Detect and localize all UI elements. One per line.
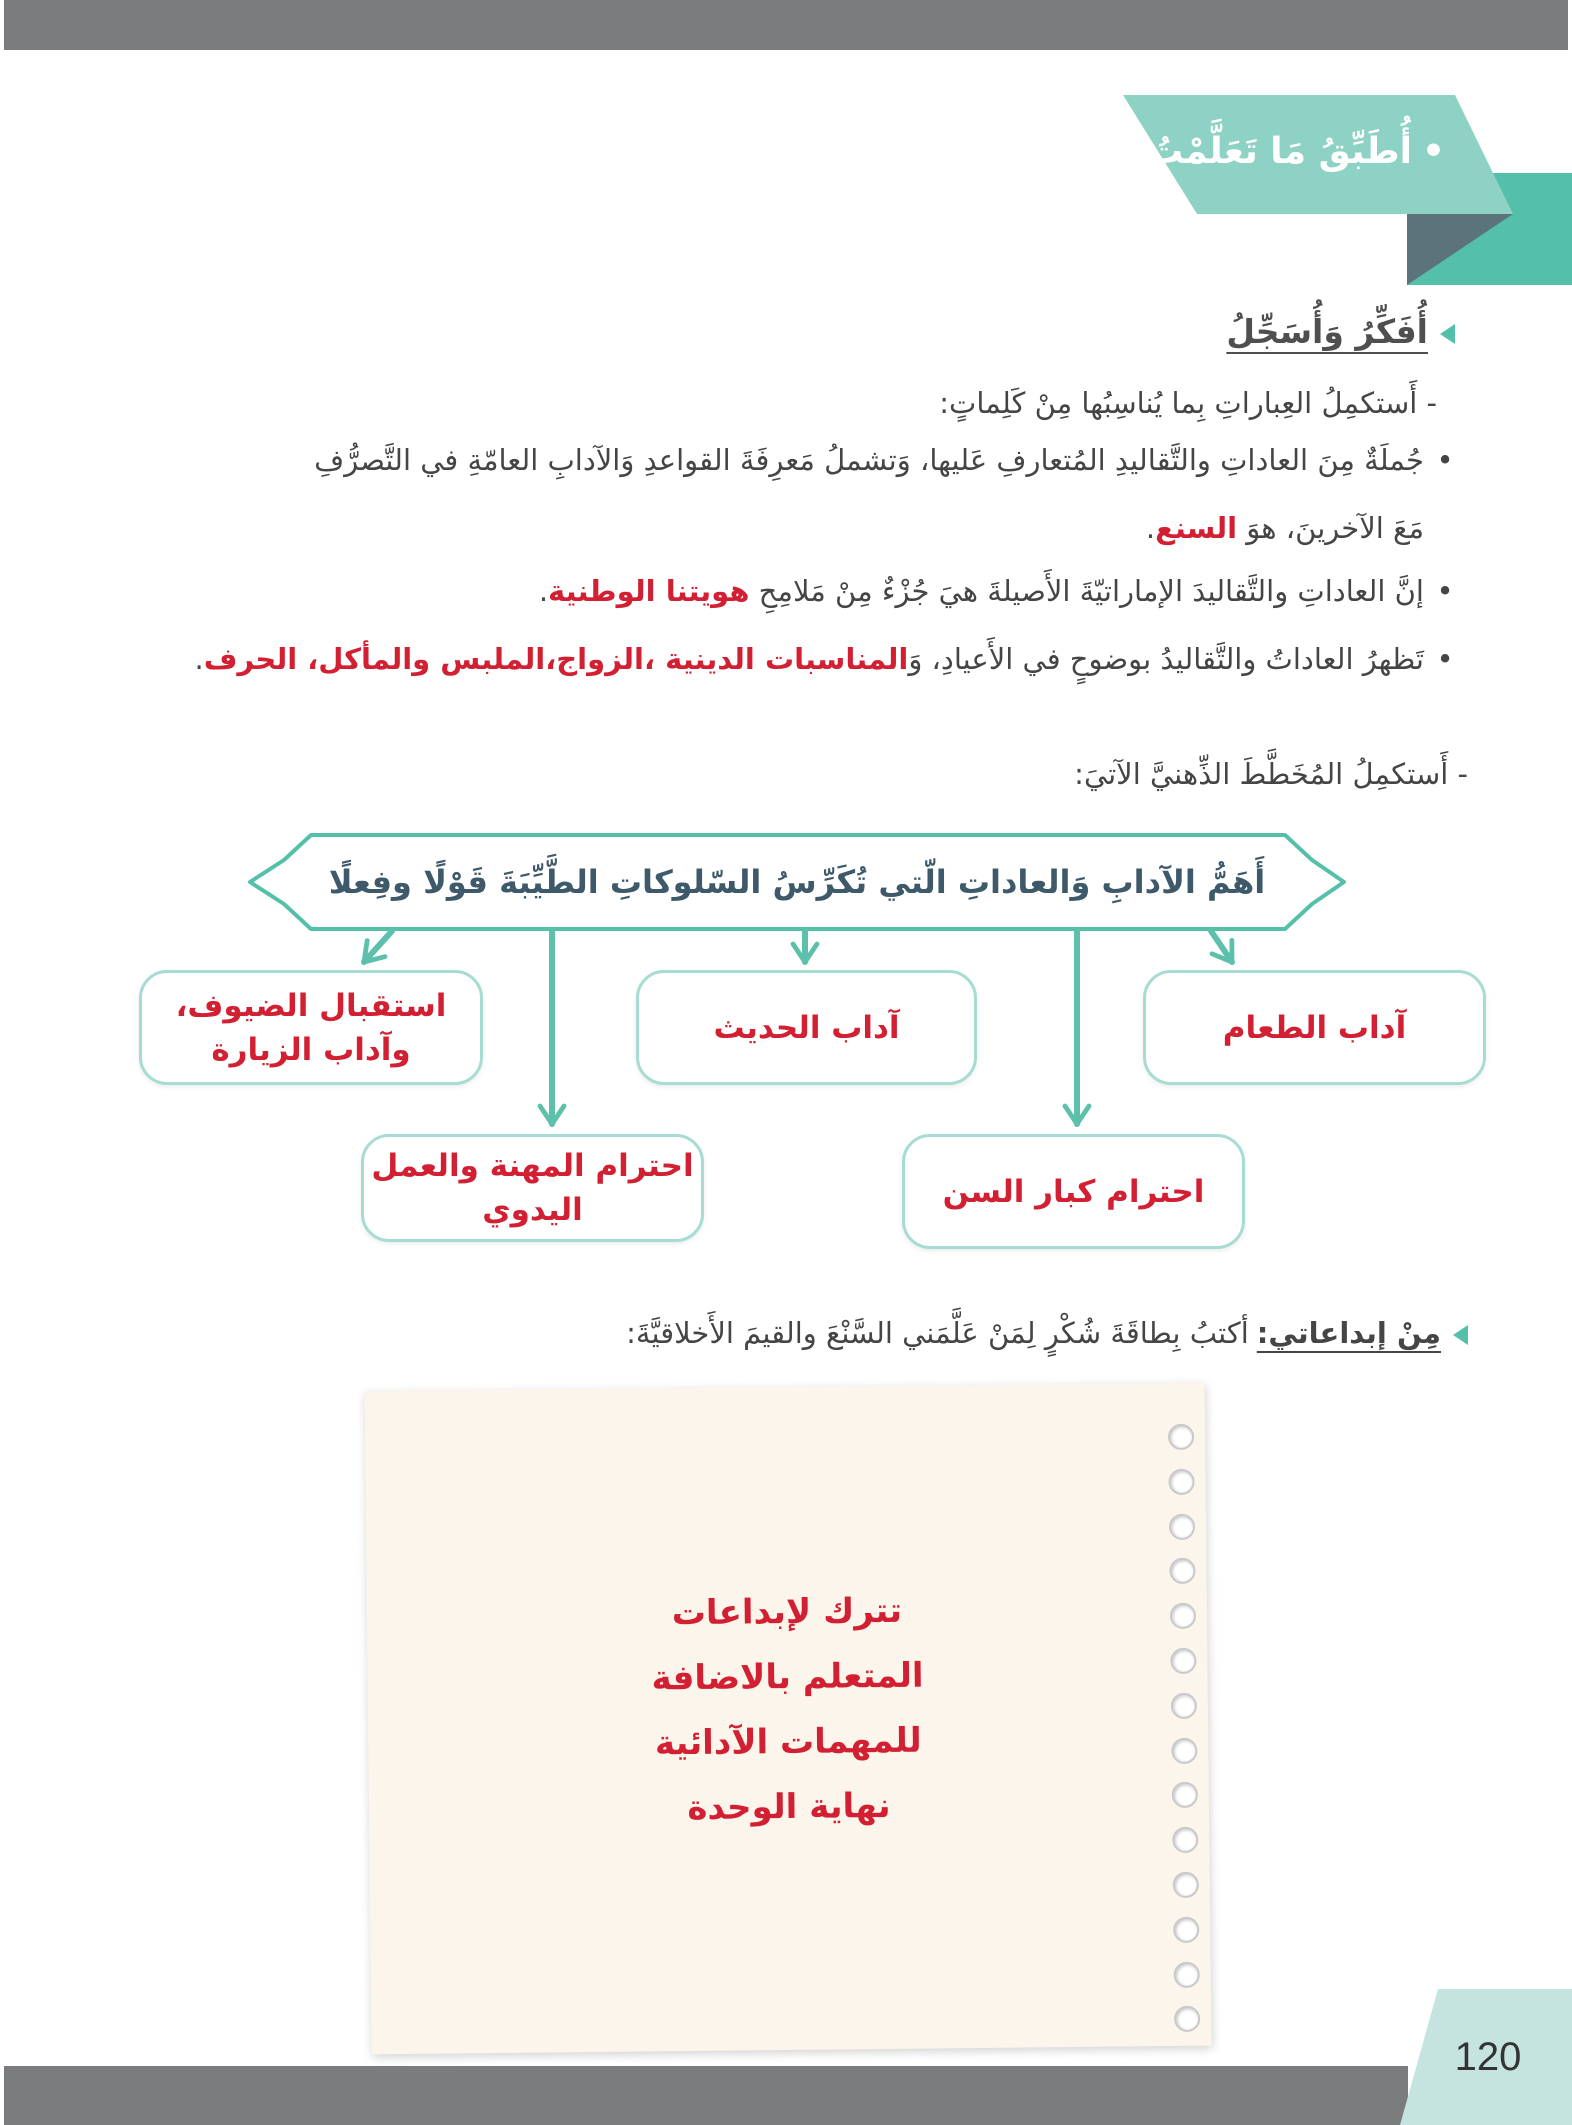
answer-text: المناسبات الدينية ،الزواج،الملبس والمأكل، الحرف	[203, 642, 909, 676]
banner-bullet: •	[1421, 131, 1445, 172]
mind-map-node-respect-profession	[361, 1134, 704, 1242]
exercise1-instruction: - أَستكمِلُ العِباراتِ بِما يُناسِبُها مِنْ كَلِماتٍ:	[939, 386, 1437, 420]
binder-hole	[1174, 1961, 1200, 1987]
note-line: للمهمات الآدائية	[654, 1720, 922, 1764]
list-bullet: •	[1436, 443, 1454, 477]
creative-label: مِنْ إبداعاتي:	[1256, 1316, 1441, 1350]
node-label: آداب الطعام	[1222, 1009, 1407, 1046]
mind-map-node-food-etiquette	[1143, 970, 1486, 1085]
binder-hole	[1168, 1469, 1194, 1495]
top-gray-bar	[4, 0, 1568, 50]
item-suffix: .	[194, 642, 204, 676]
item-text: مَعَ الآخرينَ، هوَ	[1237, 511, 1424, 545]
node-label: احترام كبار السن	[942, 1173, 1205, 1210]
exercise1-item-3	[100, 633, 1460, 685]
section-heading-text: أُفَكِّرُ وَأُسَجِّلُ	[1226, 312, 1428, 351]
mind-map-node-respect-elders	[902, 1134, 1245, 1249]
exercise2-instruction: - أَستكمِلُ المُخَطَّطَ الذِّهنيَّ الآتيَ:	[1074, 757, 1468, 791]
binder-hole	[1173, 1917, 1199, 1943]
list-bullet: •	[1436, 642, 1454, 676]
creative-text: أكتبُ بِطاقَةَ شُكْرٍ لِمَنْ عَلَّمَني السَّنْعَ والقيمَ الأَخلاقيَّةَ:	[626, 1316, 1249, 1350]
exercise1-item-1	[100, 434, 1460, 486]
binder-hole	[1174, 2006, 1200, 2032]
list-bullet: •	[1436, 574, 1454, 608]
note-line: المتعلم بالاضافة	[651, 1655, 924, 1699]
item-suffix: .	[538, 574, 549, 608]
node-label: استقبال الضيوف،	[175, 987, 447, 1024]
item-text: إنَّ العاداتِ والتَّقاليدَ الإماراتيّةَ الأَصيلةَ هيَ جُزْءٌ مِنْ مَلامِحِ	[749, 574, 1424, 608]
arrow-to-hosting-guests	[364, 931, 392, 962]
thank-you-note-card	[365, 1383, 1212, 2055]
lesson-banner-title	[1147, 126, 1445, 178]
note-line: نهاية الوحدة	[687, 1785, 891, 1829]
answer-text: هويتنا الوطنية	[548, 574, 750, 608]
mind-map-node-speech-etiquette	[636, 970, 977, 1085]
creative-triangle-icon	[1453, 1325, 1468, 1345]
binder-hole	[1168, 1424, 1194, 1450]
binder-hole	[1173, 1872, 1199, 1898]
item-text: جُملَةٌ مِنَ العاداتِ والتَّقاليدِ المُتعارفِ عَليها، وَتشملُ مَعرِفَةَ القواعدِ وَالآدابِ العامّةِ في التَّصرُّفِ	[314, 443, 1424, 477]
node-label: اليدوي	[482, 1192, 583, 1228]
exercise1-item-1-continuation	[100, 502, 1460, 554]
node-label: آداب الحديث	[713, 1009, 900, 1046]
page-number: 120	[1454, 2035, 1522, 2079]
node-label: احترام المهنة والعمل	[371, 1148, 694, 1184]
exercise1-item-2	[100, 565, 1460, 617]
mind-map-node-hosting-guests	[139, 970, 483, 1085]
creative-task-heading	[626, 1309, 1468, 1357]
banner-title-text: أُطَبِّقُ مَا تَعَلَّمْتُ	[1146, 131, 1412, 172]
item-suffix: .	[1145, 511, 1156, 545]
section-heading	[1226, 306, 1455, 358]
item-text: تَظهرُ العاداتُ والتَّقاليدُ بوضوحٍ في الأَعيادِ، وَ	[908, 642, 1424, 676]
binder-hole	[1169, 1513, 1195, 1539]
arrow-to-food-etiquette	[1211, 931, 1232, 962]
section-triangle-icon	[1440, 324, 1455, 344]
note-card-text	[367, 1576, 1210, 1845]
mind-map-center-text: أَهَمُّ الآدابِ وَالعاداتِ الّتي تُكَرِّسُ السّلوكاتِ الطَّيِّبَةَ قَوْلًا وفِعلًا	[328, 863, 1266, 901]
bottom-gray-bar	[4, 2066, 1408, 2125]
answer-text: السنع	[1155, 511, 1238, 545]
note-line: تترك لإبداعات	[671, 1590, 903, 1634]
node-label: وآداب الزيارة	[211, 1031, 411, 1068]
